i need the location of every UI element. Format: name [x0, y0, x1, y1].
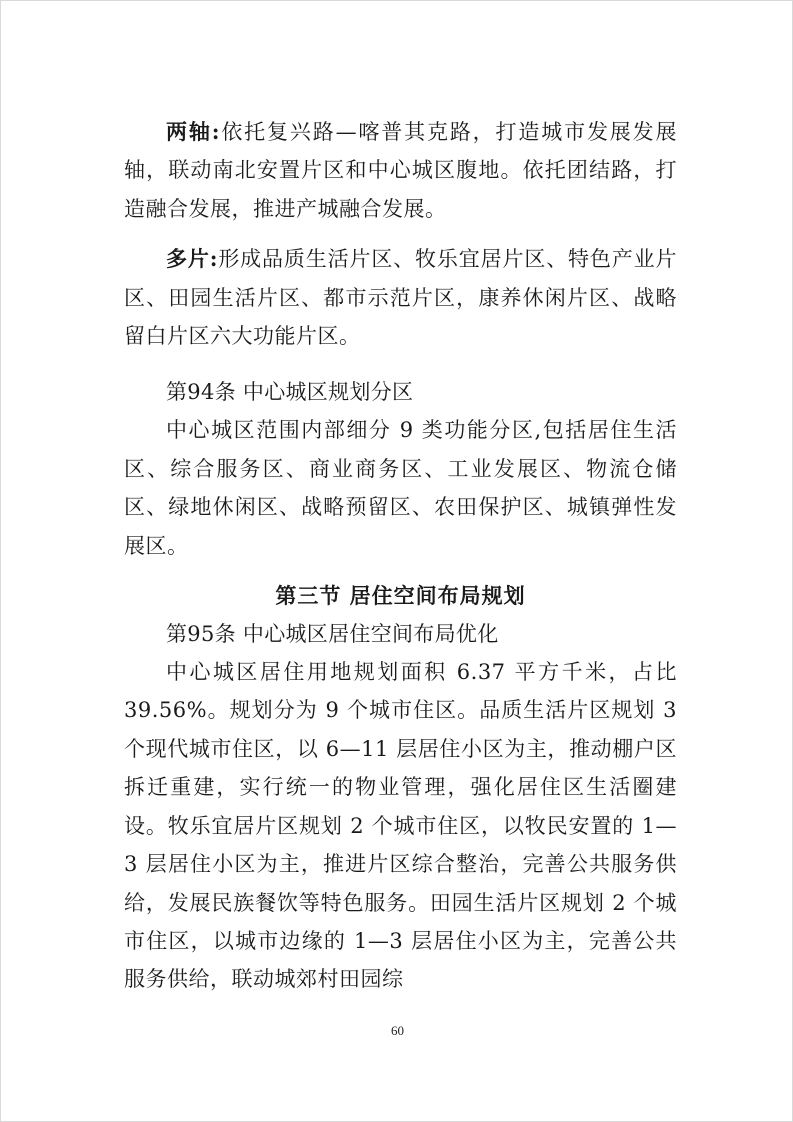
paragraph-two-axes	[124, 113, 677, 228]
article-94-body: 中心城区范围内部细分 9 类功能分区,包括居住生活区、综合服务区、商业商务区、工业发展区、物流仓储区、绿地休闲区、战略预留区、农田保护区、城镇弹性发展区。	[124, 418, 677, 558]
section-title: 第三节 居住空间布局规划	[275, 584, 526, 609]
multi-zone-label: 多片:	[166, 246, 218, 272]
article-95-title: 第95条 中心城区居住空间布局优化	[166, 622, 499, 647]
two-axes-text: 依托复兴路—喀普其克路，打造城市发展发展轴，联动南北安置片区和中心城区腹地。依托团结路，打造融合发展，推进产城融合发展。	[124, 120, 677, 221]
article-94-title: 第94条 中心城区规划分区	[166, 380, 414, 405]
page-number: 60	[391, 1023, 404, 1038]
multi-zone-text: 形成品质生活片区、牧乐宜居片区、特色产业片区、田园生活片区、都市示范片区，康养休闲片区、战略留白片区六大功能片区。	[124, 247, 677, 349]
two-axes-label: 两轴:	[166, 119, 220, 144]
article-95-body: 中心城区居住用地规划面积 6.37 平方千米，占比 39.56%。规划分为 9 个城市住区。品质生活片区规划 3 个现代城市住区，以 6—11 层居住小区为主，推动棚户区拆迁重建，实行统一的物业管理，强化居住区生活圈建设。牧乐宜居片区规划 2 个城市住区，以牧民安置的 1—3 层居住小区为主，推进片区综合整治，完善公共服务供给，发展民族餐饮等特色服务。田园生活片区规划 2 个城市住区，以城市边缘的 1—3 层居住小区为主，完善公共服务供给，联动城郊村田园综	[124, 660, 677, 992]
page-content	[124, 113, 677, 999]
paragraph-multi-zone	[124, 240, 677, 355]
